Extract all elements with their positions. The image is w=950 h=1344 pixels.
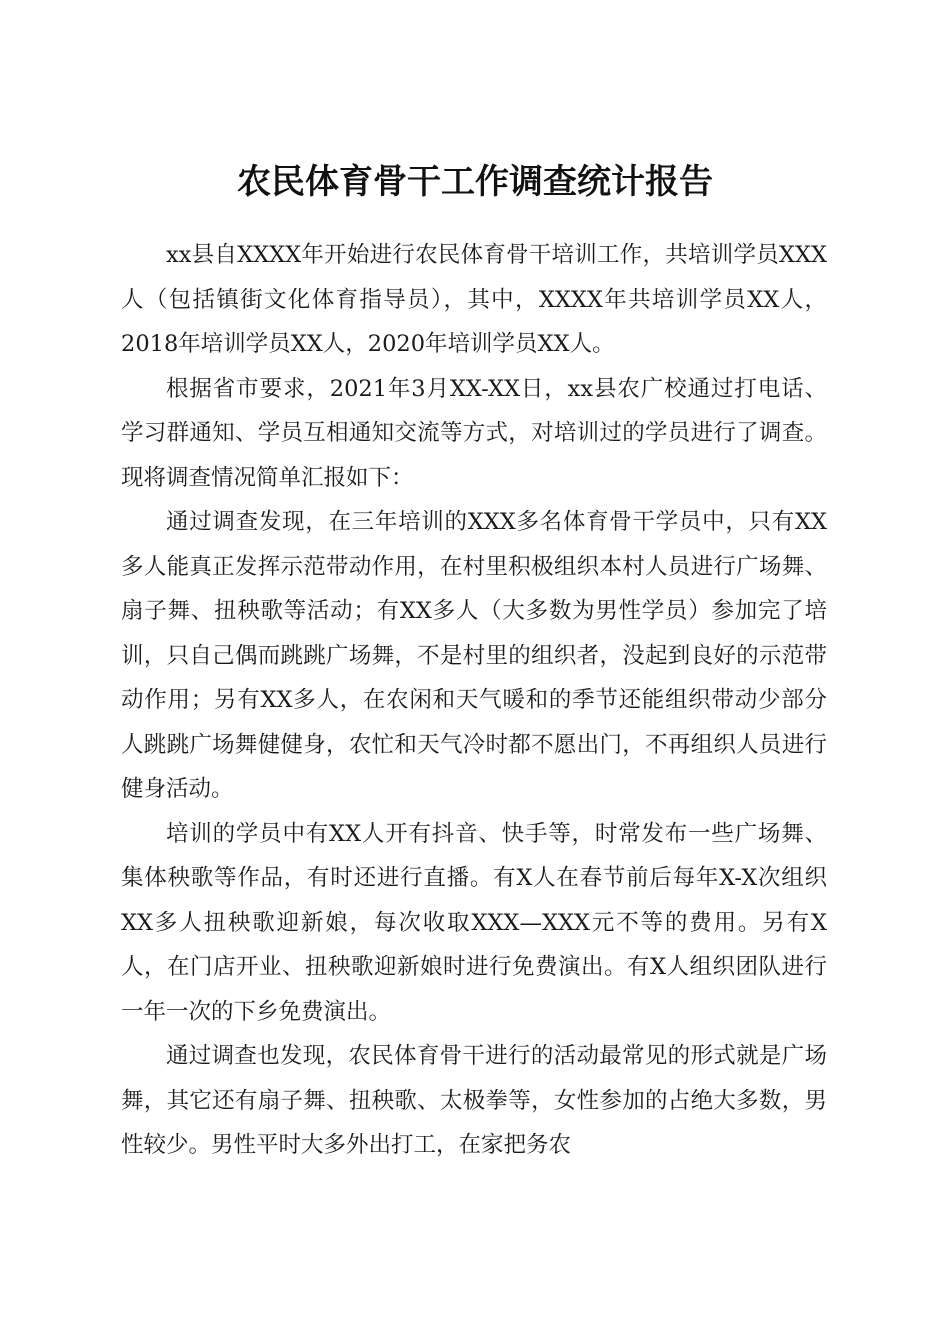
paragraph-1: xx县自XXXX年开始进行农民体育骨干培训工作，共培训学员XXX人（包括镇街文化体育指导员），其中，XXXX年共培训学员XX人，2018年培训学员XX人，2020年培训学员XX人。 bbox=[121, 242, 827, 357]
paragraph-4: 培训的学员中有XX人开有抖音、快手等，时常发布一些广场舞、集体秧歌等作品，有时还进行直播。有X人在春节前后每年X-X次组织XX多人扭秧歌迎新娘，每次收取XXX—XXX元不等的费用。另有X人，在门店开业、扭秧歌迎新娘时进行免费演出。有X人组织团队进行一年一次的下乡免费演出。 bbox=[121, 820, 827, 1025]
paragraph-3: 通过调查发现，在三年培训的XXX多名体育骨干学员中，只有XX多人能真正发挥示范带动作用，在村里积极组织本村人员进行广场舞、扇子舞、扭秧歌等活动；有XX多人（大多数为男性学员）参加完了培训，只自己偶而跳跳广场舞，不是村里的组织者，没起到良好的示范带动作用；另有XX多人，在农闲和天气暖和的季节还能组织带动少部分人跳跳广场舞健健身，农忙和天气冷时都不愿出门，不再组织人员进行健身活动。 bbox=[121, 509, 827, 802]
paragraph-2: 根据省市要求，2021年3月XX-XX日，xx县农广校通过打电话、学习群通知、学员互相通知交流等方式，对培训过的学员进行了调查。现将调查情况简单汇报如下： bbox=[121, 375, 827, 491]
document-body bbox=[121, 233, 827, 1168]
document-title: 农民体育骨干工作调查统计报告 bbox=[237, 161, 713, 202]
paragraph-5: 通过调查也发现，农民体育骨干进行的活动最常见的形式就是广场舞，其它还有扇子舞、扭秧歌、太极拳等，女性参加的占绝大多数，男性较少。男性平时大多外出打工，在家把务农 bbox=[121, 1043, 827, 1158]
